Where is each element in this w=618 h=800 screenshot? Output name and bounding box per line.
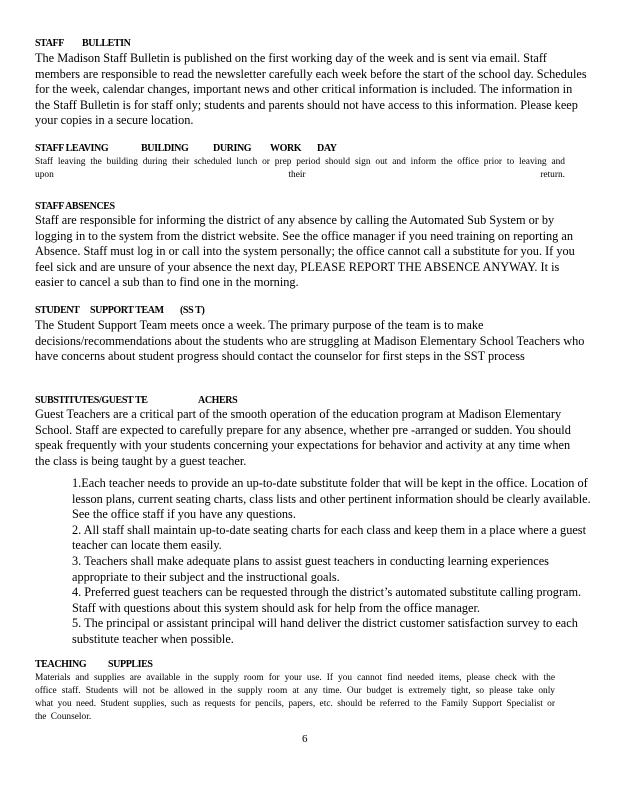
heading-staff-bulletin: [35, 38, 131, 49]
heading-word: TEACHING: [35, 659, 87, 670]
heading-word: SUPPORT TEAM: [90, 305, 164, 316]
heading-staff-leaving: [35, 143, 337, 154]
heading-word: SUPPLIES: [108, 659, 153, 670]
heading-substitutes-guest-teachers: [35, 395, 237, 406]
list-item: 1.Each teacher needs to provide an up-to-date substitute folder that will be kept in the office. Location of lesson plans, current seating charts, class lists and other pertinent information should be clearly available. See the office staff if you have any questions.: [72, 476, 591, 522]
list-item: 5. The principal or assistant principal will hand deliver the district customer satisfaction survey to each substitute teacher when possible.: [72, 616, 578, 646]
student-support-team-text: The Student Support Team meets once a week. The primary purpose of the team is to make decisions/recommendations about the students who are struggling at Madison Elementary School Teachers who have concerns about student progress should contact the counselor for first steps in the SST process: [35, 318, 585, 364]
substitutes-intro-text: Guest Teachers are a critical part of the smooth operation of the education program at Madison Elementary School. Staff are expected to carefully prepare for any absence, whether pre -arranged or sudden. You should speak frequently with your students concerning your expectations for behavior and activity at any time when the class is being taught by a guest teacher.: [35, 407, 571, 468]
teaching-supplies-text: Materials and supplies are available in the supply room for your use. If you cannot find needed items, please check with the office staff. Students will not be allowed in the supply room at any time. Our budget is extremely tight, so please take only what you need. Student supplies, such as requests for pencils, papers, etc. should be referred to the Family Support Specialist or the Counselor.: [35, 673, 555, 722]
heading-word: SUBSTITUTES/GUEST TE: [35, 395, 148, 406]
heading-word: ACHERS: [198, 395, 238, 406]
heading-word: BUILDING: [141, 143, 189, 154]
heading-word: BULLETIN: [82, 38, 131, 49]
heading-word: STAFF LEAVING: [35, 143, 109, 154]
heading-word: (SS T): [180, 305, 205, 316]
heading-word: STAFF: [35, 38, 64, 49]
staff-absences-text: Staff are responsible for informing the district of any absence by calling the Automated Sub System or by logging in to the system from the district website. See the office manager if you need training on reporting an Absence. Staff must log in or call into the system personally; the office cannot call a substitute for you. If you feel sick and are unsure of your absence the next day, PLEASE REPORT THE ABSENCE ANYWAY. It is easier to cancel a sub than to find one in the morning.: [35, 213, 575, 290]
heading-word: STUDENT: [35, 305, 80, 316]
staff-leaving-text: Staff leaving the building during their scheduled lunch or prep period should sign out and inform the office prior to leaving and upon their return.: [35, 157, 565, 180]
heading-student-support-team: [35, 305, 204, 316]
heading-staff-absences: [35, 201, 115, 212]
list-item: 3. Teachers shall make adequate plans to assist guest teachers in conducting learning experiences appropriate to their subject and the instructional goals.: [72, 553, 549, 584]
heading-word: STAFF ABSENCES: [35, 201, 115, 212]
list-item: 2. All staff shall maintain up-to-date seating charts for each class and keep them in a place where a guest teacher can locate them easily.: [72, 522, 587, 553]
staff-bulletin-text: The Madison Staff Bulletin is published on the first working day of the week and is sent via email. Staff members are responsible to read the newsletter carefully each week before the start of the school day. Schedules for the week, calendar changes, important news and other critical information is included. The information in the Staff Bulletin is for staff only; students and parents should not have access to this information. Please keep your copies in a secure location.: [35, 51, 587, 128]
page-number: 6: [302, 733, 308, 745]
heading-word: WORK: [270, 143, 302, 154]
heading-word: DAY: [317, 143, 337, 154]
heading-teaching-supplies: [35, 659, 153, 670]
substitutes-list: [72, 476, 592, 648]
heading-word: DURING: [213, 143, 252, 154]
list-item: 4. Preferred guest teachers can be requested through the district’s automated substitute calling program. Staff with questions about this system should ask for help from the office manager.: [72, 585, 582, 615]
